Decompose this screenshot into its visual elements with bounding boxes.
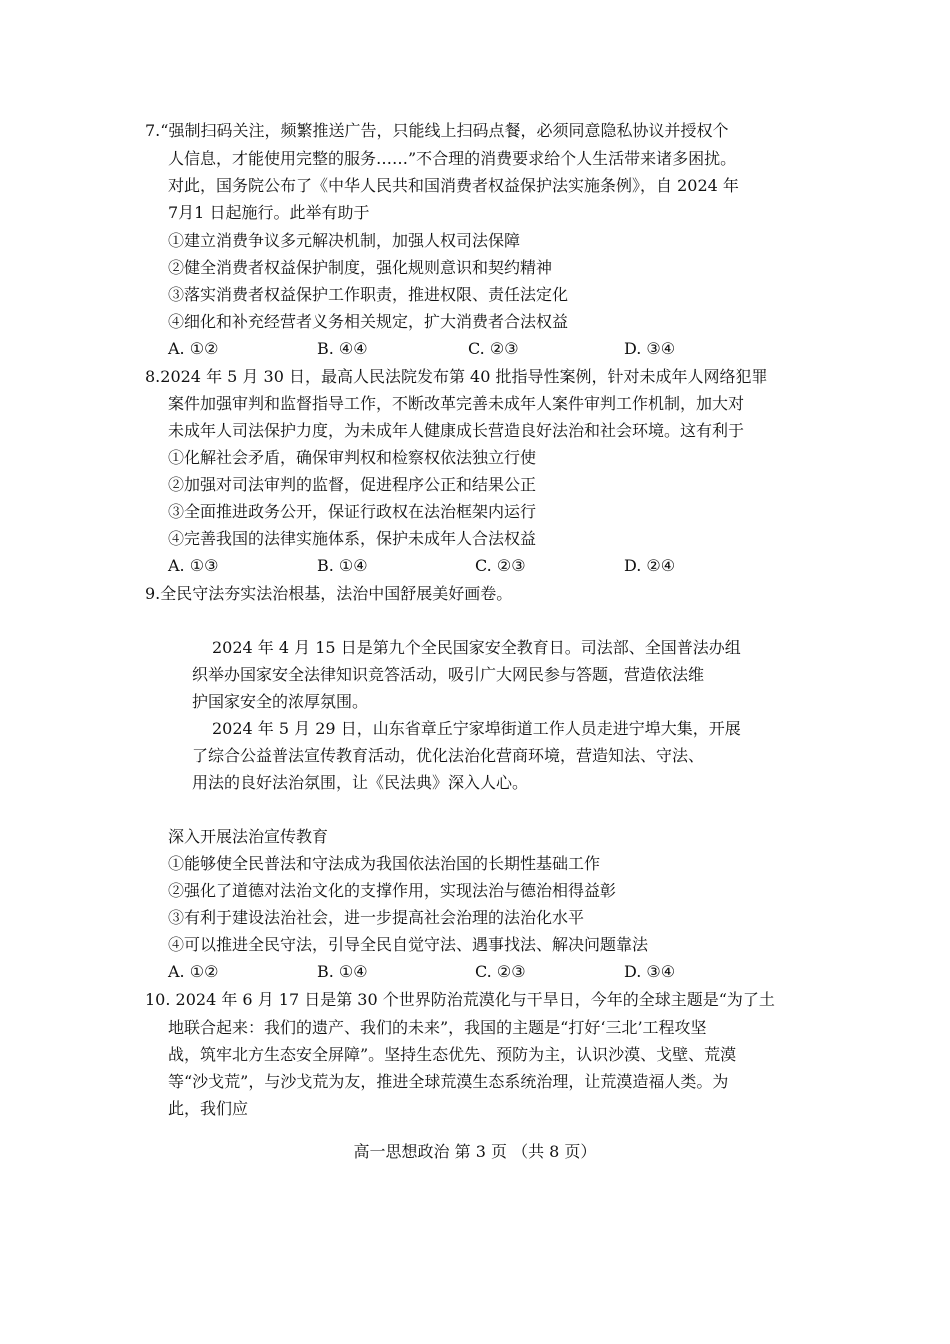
q9-material-line-6: 用法的良好法治氛围，让《民法典》深入人心。 xyxy=(192,773,529,792)
q8-line-2: 案件加强审判和监督指导工作，不断改革完善未成年人案件审判工作机制，加大对 xyxy=(168,394,745,413)
q9-option-b: B. ①④ xyxy=(317,962,368,981)
q9-item-1: ①能够使全民普法和守法成为我国依法治国的长期性基础工作 xyxy=(168,854,601,873)
q8-option-b: B. ①④ xyxy=(317,556,368,575)
q7-option-c: C. ②③ xyxy=(468,339,519,358)
q9-option-a: A. ①② xyxy=(168,962,219,981)
q8-item-2: ②加强对司法审判的监督，促进程序公正和结果公正 xyxy=(168,475,537,494)
q7-option-a: A. ①② xyxy=(168,339,219,358)
q7-line-3: 对此，国务院公布了《中华人民共和国消费者权益保护法实施条例》，自 2024 年 xyxy=(168,176,739,195)
q7-line-2: 人信息，才能使用完整的服务……”不合理的消费要求给个人生活带来诸多困扰。 xyxy=(168,149,737,168)
q9-material-line-5: 了综合公益普法宣传教育活动，优化法治化营商环境，营造知法、守法、 xyxy=(192,746,705,765)
q9-option-d: D. ③④ xyxy=(624,962,676,981)
q7-option-d: D. ③④ xyxy=(624,339,676,358)
q7-line-1: 7.“强制扫码关注，频繁推送广告，只能线上扫码点餐，必须同意隐私协议并授权个 xyxy=(145,121,729,140)
page-footer: 高一思想政治 第 3 页 （共 8 页） xyxy=(353,1142,597,1161)
q10-line-1: 10. 2024 年 6 月 17 日是第 30 个世界防治荒漠化与干旱日，今年的全球主题是“为了土 xyxy=(145,990,775,1009)
q8-option-d: D. ②④ xyxy=(624,556,676,575)
q9-item-4: ④可以推进全民守法，引导全民自觉守法、遇事找法、解决问题靠法 xyxy=(168,935,649,954)
q9-option-c: C. ②③ xyxy=(475,962,526,981)
q9-material-line-4: 2024 年 5 月 29 日，山东省章丘宁家埠街道工作人员走进宁埠大集，开展 xyxy=(212,719,741,738)
q9-material-line-1: 2024 年 4 月 15 日是第九个全民国家安全教育日。司法部、全国普法办组 xyxy=(212,638,741,657)
q9-stem: 深入开展法治宣传教育 xyxy=(168,827,329,846)
q7-item-2: ②健全消费者权益保护制度，强化规则意识和契约精神 xyxy=(168,258,553,277)
q8-item-4: ④完善我国的法律实施体系，保护未成年人合法权益 xyxy=(168,529,537,548)
q7-line-4: 7月1 日起施行。此举有助于 xyxy=(168,203,370,222)
q7-item-3: ③落实消费者权益保护工作职责，推进权限、责任法定化 xyxy=(168,285,569,304)
q7-option-b: B. ④④ xyxy=(317,339,368,358)
q8-line-1: 8.2024 年 5 月 30 日，最高人民法院发布第 40 批指导性案例，针对未成年人网络犯罪 xyxy=(145,367,768,386)
q9-material-line-3: 护国家安全的浓厚氛围。 xyxy=(192,692,369,711)
q7-item-4: ④细化和补充经营者义务相关规定，扩大消费者合法权益 xyxy=(168,312,569,331)
q8-item-3: ③全面推进政务公开，保证行政权在法治框架内运行 xyxy=(168,502,537,521)
q10-line-3: 战，筑牢北方生态安全屏障”。坚持生态优先、预防为主，认识沙漠、戈壁、荒漠 xyxy=(168,1045,737,1064)
q10-line-4: 等“沙戈荒”，与沙戈荒为友，推进全球荒漠生态系统治理，让荒漠造福人类。为 xyxy=(168,1072,729,1091)
q8-option-c: C. ②③ xyxy=(475,556,526,575)
q8-line-3: 未成年人司法保护力度，为未成年人健康成长营造良好法治和社会环境。这有利于 xyxy=(168,421,745,440)
q10-line-5: 此，我们应 xyxy=(168,1099,249,1118)
q9-material-line-2: 织举办国家安全法律知识竞答活动，吸引广大网民参与答题，营造依法维 xyxy=(192,665,705,684)
q9-line-1: 9.全民守法夯实法治根基，法治中国舒展美好画卷。 xyxy=(145,584,513,603)
q8-item-1: ①化解社会矛盾，确保审判权和检察权依法独立行使 xyxy=(168,448,537,467)
q9-item-3: ③有利于建设法治社会，进一步提高社会治理的法治化水平 xyxy=(168,908,585,927)
q9-item-2: ②强化了道德对法治文化的支撑作用，实现法治与德治相得益彰 xyxy=(168,881,617,900)
q7-item-1: ①建立消费争议多元解决机制，加强人权司法保障 xyxy=(168,231,521,250)
q8-option-a: A. ①③ xyxy=(168,556,219,575)
q10-line-2: 地联合起来：我们的遗产、我们的未来”，我国的主题是“打好‘三北’工程攻坚 xyxy=(168,1018,707,1037)
